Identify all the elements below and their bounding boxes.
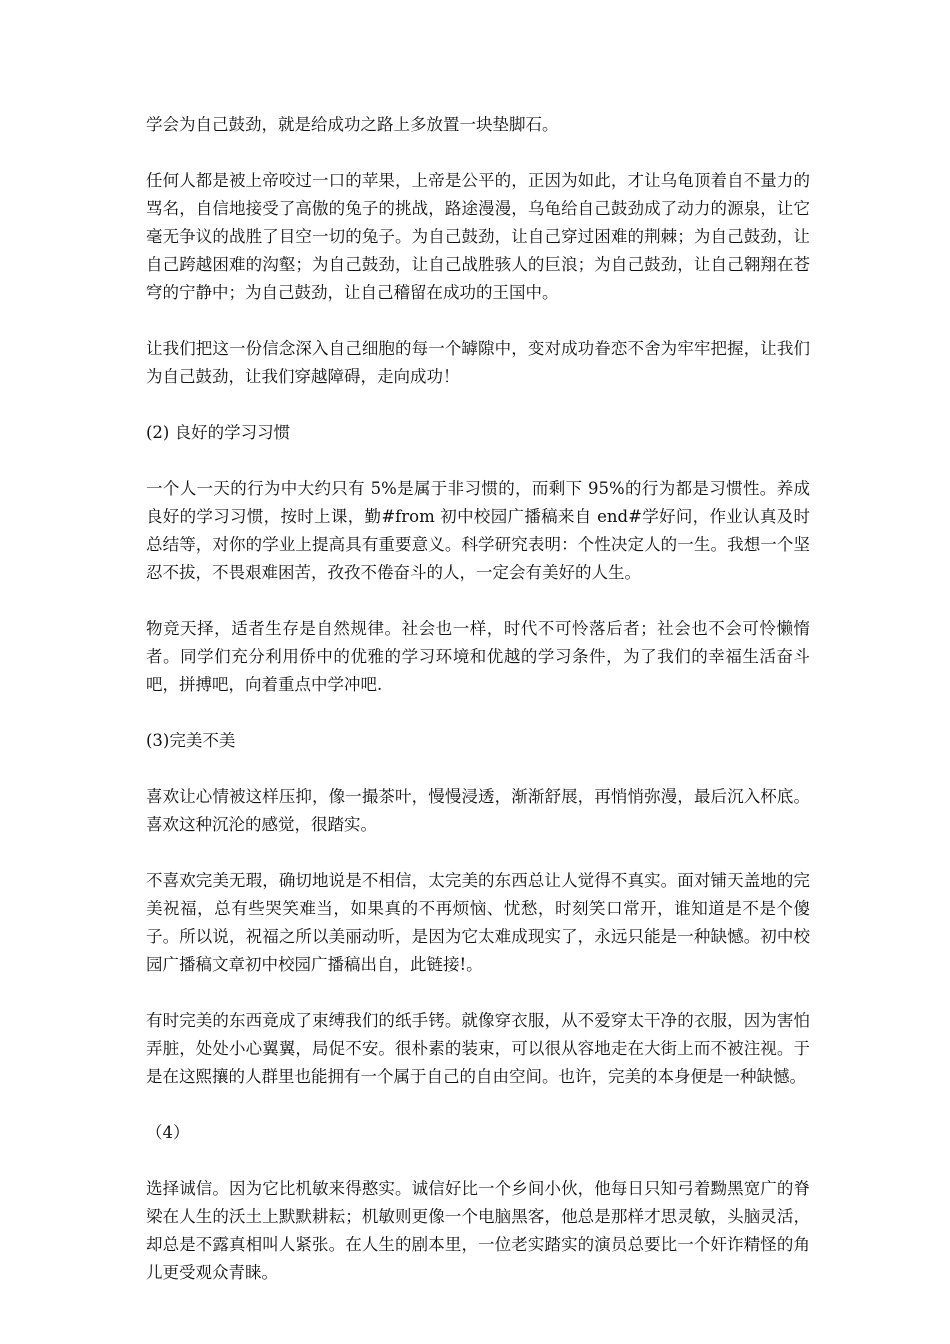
paragraph-natural-selection: 物竞天择，适者生存是自然规律。社会也一样，时代不可怜落后者；社会也不会可怜懒惰者。同学们充分利用侨中的优雅的学习环境和优越的学习条件，为了我们的幸福生活奋斗吧，拼搏吧，向着重点中学冲吧.	[146, 619, 810, 694]
paragraph-belief: 让我们把这一份信念深入自己细胞的每一个罅隙中，变对成功眷恋不舍为牢牢把握，让我们为自己鼓劲，让我们穿越障碍，走向成功！	[146, 339, 810, 386]
section-heading-four: （4）	[146, 1123, 190, 1142]
section-heading-perfection: (3)完美不美	[146, 731, 236, 750]
document-body	[146, 111, 810, 1315]
paragraph-encourage-intro: 学会为自己鼓劲，就是给成功之路上多放置一块垫脚石。	[146, 115, 559, 134]
paragraph-dislike-perfection: 不喜欢完美无瑕，确切地说是不相信，太完美的东西总让人觉得不真实。面对铺天盖地的完美祝福，总有些哭笑难当，如果真的不再烦恼、忧愁，时刻笑口常开，谁知道是不是个傻子。所以说，祝福之所以美丽动听，是因为它太难成现实了，永远只能是一种缺憾。初中校园广播稿文章初中校园广播稿出自，此链接!。	[146, 871, 810, 974]
paragraph-paper-handcuffs: 有时完美的东西竟成了束缚我们的纸手铐。就像穿衣服，从不爱穿太干净的衣服，因为害怕弄脏，处处小心翼翼，局促不安。很朴素的装束，可以很从容地走在大街上而不被注视。于是在这熙攘的人群里也能拥有一个属于自己的自由空间。也许，完美的本身便是一种缺憾。	[146, 1011, 810, 1086]
section-heading-study-habits: (2) 良好的学习习惯	[146, 423, 291, 442]
paragraph-tea-leaves: 喜欢让心情被这样压抑，像一撮茶叶，慢慢浸透，渐渐舒展，再悄悄弥漫，最后沉入杯底。喜欢这种沉沦的感觉，很踏实。	[146, 787, 810, 834]
paragraph-habits: 一个人一天的行为中大约只有 5%是属于非习惯的，而剩下 95%的行为都是习惯性。养成良好的学习习惯，按时上课，勤#from 初中校园广播稿来自 end#学好问，作业认真及时总结等，对你的学业上提高具有重要意义。科学研究表明：个性决定人的一生。我想一个坚忍不拔，不畏艰难困苦，孜孜不倦奋斗的人，一定会有美好的人生。	[146, 479, 810, 582]
paragraph-honesty: 选择诚信。因为它比机敏来得憨实。诚信好比一个乡间小伙，他每日只知弓着黝黑宽广的脊梁在人生的沃土上默默耕耘；机敏则更像一个电脑黑客，他总是那样才思灵敏，头脑灵活，却总是不露真相叫人紧张。在人生的剧本里，一位老实踏实的演员总要比一个奸诈精怪的角儿更受观众青睐。	[146, 1179, 810, 1282]
paragraph-apple-tortoise: 任何人都是被上帝咬过一口的苹果，上帝是公平的，正因为如此，才让乌龟顶着自不量力的骂名，自信地接受了高傲的兔子的挑战，路途漫漫，乌龟给自己鼓劲成了动力的源泉，让它毫无争议的战胜了目空一切的兔子。为自己鼓劲，让自己穿过困难的荆棘；为自己鼓劲，让自己跨越困难的沟壑；为自己鼓劲，让自己战胜骇人的巨浪；为自己鼓劲，让自己翱翔在苍穹的宁静中；为自己鼓劲，让自己稽留在成功的王国中。	[146, 171, 810, 302]
